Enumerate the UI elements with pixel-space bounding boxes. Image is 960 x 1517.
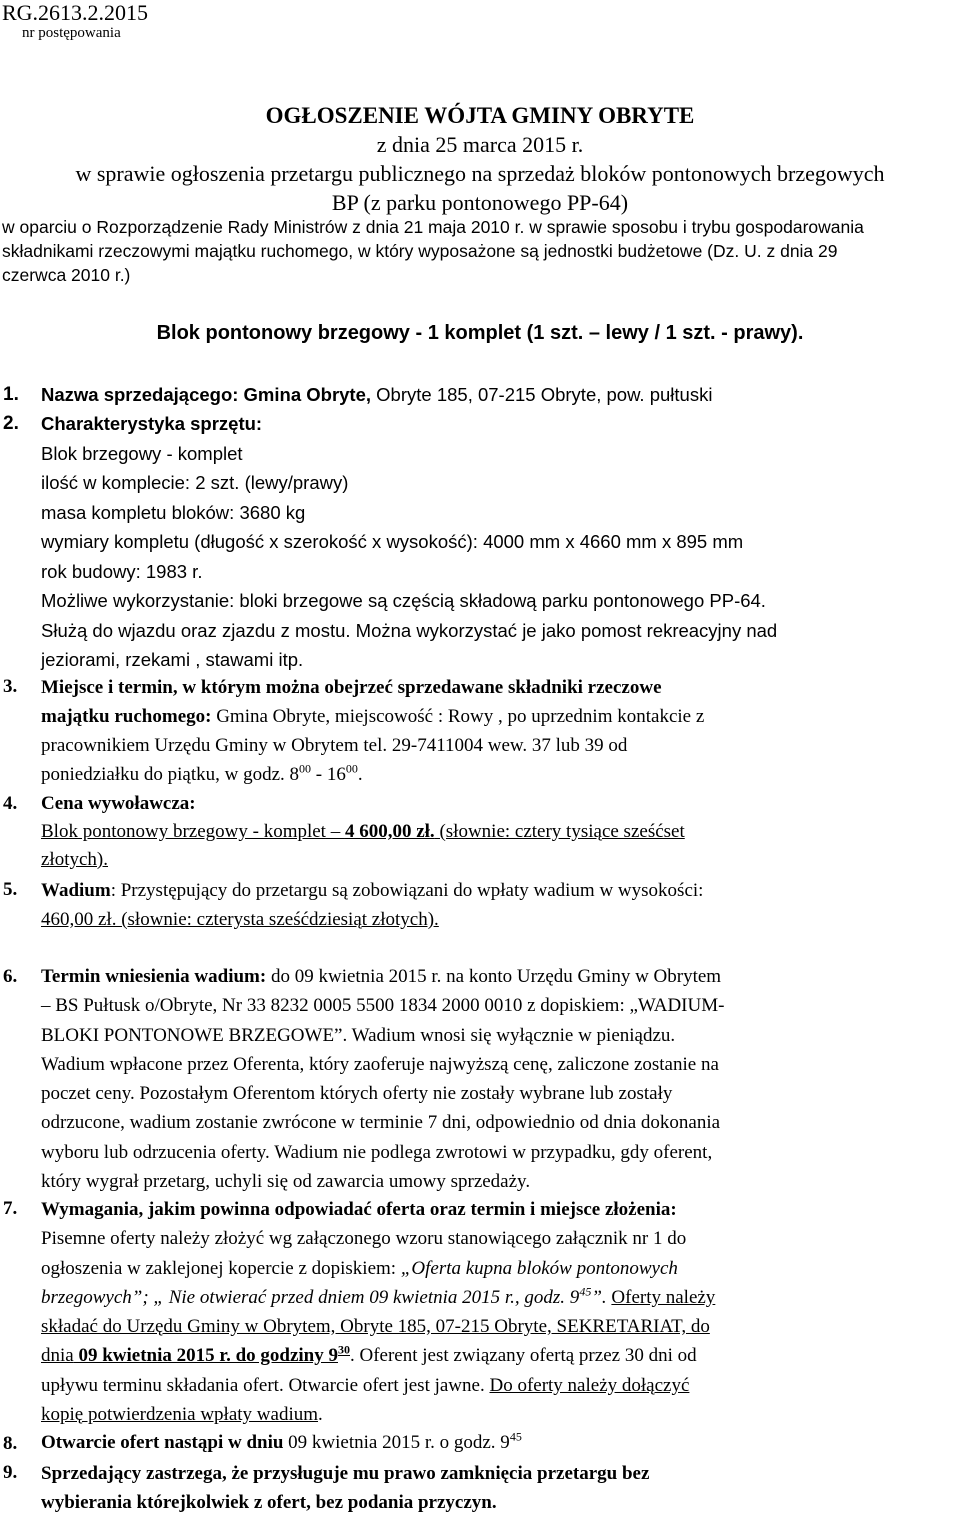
offer-text: . Oferent jest związany ofertą przez 30 dni od [350, 1345, 697, 1367]
offer-text: Pisemne oferty należy złożyć wg załączonego wzoru stanowiącego załącznik nr 1 do [41, 1228, 687, 1250]
section-price [41, 790, 956, 874]
offer-text: Do oferty należy dołączyć [489, 1374, 690, 1396]
legal-basis [2, 215, 952, 287]
reference-label: nr postępowania [22, 25, 121, 41]
price-text: Blok pontonowy brzegowy - komplet [41, 821, 326, 842]
item-heading [0, 320, 960, 346]
inspection-time-sup: 00 [299, 761, 312, 776]
deposit-text: : Przystępujący do przetargu są zobowiązani do wpłaty wadium w wysokości: [110, 880, 704, 901]
inspection-text: - 16 [311, 764, 346, 785]
equipment-line: rok budowy: 1983 r. [41, 560, 203, 582]
equipment-line: Służą do wjazdu oraz zjazdu z mostu. Można wykorzystać je jako pomost rekreacyjny nad [41, 619, 778, 641]
inspection-text: . [357, 764, 363, 785]
deadline-text: BLOKI PONTONOWE BRZEGOWE”. Wadium wnosi się wyłącznie w pieniądzu. [41, 1024, 676, 1046]
section-label: Miejsce i termin, w którym można obejrzeć sprzedawane składniki rzeczowe [41, 677, 662, 698]
section-number: 6. [3, 966, 18, 987]
inspection-time-sup: 00 [345, 761, 358, 776]
section-number: 8. [3, 1433, 18, 1454]
section-offer-requirements [41, 1195, 956, 1429]
section-label: Wadium [41, 880, 111, 901]
section-number: 3. [3, 676, 18, 697]
item-heading-part: lewy / 1 szt. - prawy). [605, 322, 804, 344]
price-text: (słownie: cztery tysiące sześćset [434, 821, 685, 842]
section-number: 7. [3, 1198, 18, 1219]
offer-note: ”. [591, 1286, 607, 1308]
equipment-line: ilość w komplecie: 2 szt. (lewy/prawy) [41, 472, 349, 493]
section-opening [41, 1430, 956, 1456]
reservation-text: Sprzedający zastrzega, że przysługuje mu prawo zamknięcia przetargu bez [41, 1463, 650, 1484]
deadline-text: Wadium wpłacone przez Oferenta, który zaoferuje najwyższą cenę, zaliczone zostanie na [41, 1053, 719, 1075]
section-number: 4. [3, 793, 18, 814]
offer-text: ogłoszenia w zaklejonej kopercie z dopiskiem: [41, 1257, 401, 1279]
deadline-text: wyboru lub odrzucenia oferty. Wadium nie podlega zwrotowi w przypadku, gdy oferent, [41, 1141, 713, 1163]
section-label: Wymagania, jakim powinna odpowiadać oferta oraz termin i miejsce złożenia: [41, 1199, 677, 1220]
section-label: majątku ruchomego: [41, 706, 212, 727]
section-number: 5. [3, 879, 18, 900]
reference-number: RG.2613.2.2015 [2, 0, 149, 25]
page-title: OGŁOSZENIE WÓJTA GMINY OBRYTE [265, 103, 695, 128]
deadline-text: który wygrał przetarg, uchyli się od zawarcia umowy sprzedaży. [41, 1171, 531, 1193]
offer-text: dnia [41, 1345, 74, 1367]
offer-text: kopię potwierdzenia wpłaty wadium [41, 1404, 319, 1426]
section-number: 9. [3, 1462, 18, 1483]
equipment-line: wymiary kompletu (długość x szerokość x wysokość): 4000 mm x 4660 mm x 895 mm [41, 531, 744, 552]
deadline-text: do 09 kwietnia 2015 r. na konto Urzędu Gminy w Obrytem [266, 966, 722, 987]
price-dash: – [325, 821, 345, 842]
inspection-text: pracownikiem Urzędu Gminy w Obrytem tel. 29-7411004 wew. 37 lub 39 od [41, 735, 628, 756]
equipment-line: jeziorami, rzekami , stawami itp. [41, 649, 304, 670]
price-text: złotych). [41, 849, 109, 870]
section-number: 1. [3, 384, 19, 405]
offer-text: . [318, 1404, 323, 1426]
section-label: Nazwa sprzedającego: Gmina Obryte, [41, 384, 372, 405]
reservation-text: wybierania którejkolwiek z ofert, bez podania przyczyn. [41, 1492, 497, 1513]
legal-basis-line: składnikami rzeczowymi majątku ruchomego, w który wyposażone są jednostki budżetowe (Dz. U. z dnia 29 [2, 241, 838, 261]
deposit-text: 460,00 zł. (słownie: czterysta sześćdziesiąt złotych). [41, 909, 439, 930]
deadline-text: – BS Pułtusk o/Obryte, Nr 33 8232 0005 5500 1834 2000 0010 z dopiskiem: „WADIUM- [41, 995, 725, 1017]
offer-note: „Oferta kupna bloków pontonowych [400, 1257, 678, 1279]
equipment-line: masa kompletu bloków: 3680 kg [41, 501, 306, 523]
section-label: Charakterystyka sprzętu: [41, 413, 263, 434]
offer-text: Oferty należy [611, 1286, 716, 1308]
subject-line-1: w sprawie ogłoszenia przetargu publicznego na sprzedaż bloków pontonowych brzegowych [75, 161, 885, 186]
offer-text: upływu terminu składania ofert. Otwarcie ofert jest jawne. [41, 1374, 490, 1396]
section-deposit-deadline [41, 962, 956, 1196]
section-label: Termin wniesienia wadium: [41, 966, 267, 987]
section-deposit [41, 876, 956, 934]
section-label: Otwarcie ofert nastąpi w dniu [41, 1432, 284, 1453]
section-inspection [41, 673, 956, 789]
price-value: 4 600,00 zł. [344, 821, 435, 842]
section-number: 2. [3, 413, 19, 434]
inspection-text: Gmina Obryte, miejscowość : Rowy , po uprzednim kontakcie z [211, 706, 705, 727]
legal-basis-line: czerwca 2010 r.) [2, 265, 131, 285]
announcement-date: z dnia 25 marca 2015 r. [376, 132, 584, 157]
item-heading-part: Blok pontonowy brzegowy - 1 komplet (1 szt. [156, 322, 584, 344]
equipment-line: Blok brzegowy - komplet [41, 442, 243, 464]
equipment-line: Możliwe wykorzystanie: bloki brzegowe są częścią składową parku pontonowego PP-64. [41, 590, 766, 611]
offer-time-sup: 45 [579, 1284, 592, 1299]
opening-time-sup: 45 [509, 1429, 522, 1444]
seller-address: Obryte 185, 07-215 Obryte, pow. pułtuski [371, 384, 713, 405]
inspection-text: poniedziałku do piątku, w godz. 8 [41, 764, 300, 785]
section-label: Cena wywoławcza: [41, 793, 196, 814]
legal-basis-line: w oparciu o Rozporządzenie Rady Ministrów z dnia 21 maja 2010 r. w sprawie sposobu i trybu gospodarowania [2, 217, 864, 237]
section-reservation [41, 1459, 956, 1517]
subject-line-2: BP (z parku pontonowego PP-64) [331, 190, 629, 215]
offer-note: brzegowych”; „ Nie otwierać przed dniem 09 kwietnia 2015 r., godz. 9 [41, 1286, 580, 1308]
offer-text: składać do Urzędu Gminy w Obrytem, Obryte 185, 07-215 Obryte, SEKRETARIAT, do [41, 1316, 710, 1338]
section-equipment [41, 409, 956, 675]
offer-deadline: 09 kwietnia 2015 r. do godziny 9 [73, 1345, 338, 1367]
deadline-text: poczet ceny. Pozostałym Oferentom których oferty nie zostały wybrane lub zostały [41, 1083, 673, 1105]
offer-time-sup: 30 [338, 1343, 350, 1358]
opening-text: 09 kwietnia 2015 r. o godz. 9 [283, 1432, 510, 1453]
item-heading-dash: – [583, 322, 606, 344]
section-seller [41, 380, 956, 410]
deadline-text: odrzucone, wadium zostanie zwrócone w terminie 7 dni, odpowiednio od dnia dokonania [41, 1112, 721, 1134]
